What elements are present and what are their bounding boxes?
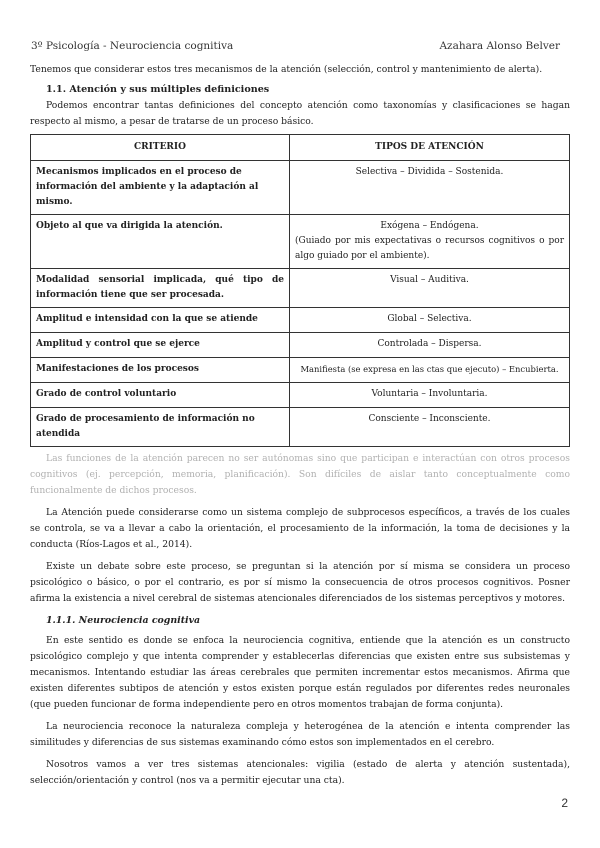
paragraph-attention-system: La Atención puede considerarse como un sistema complejo de subprocesos específicos, a través de los cuales se controla, se va a llevar a cabo la orientación, el procesamiento de la información, la toma de decisiones y la conducta (Ríos-Lagos et al., 2014).	[30, 507, 570, 550]
header-course: 3º Psicología - Neurociencia cognitiva	[31, 40, 234, 52]
faded-paragraph: Las funciones de la atención parecen no ser autónomas sino que participan e interactúan con otros procesos cognitivos (ej. percepción, memoria, planificación). Son difíciles de aislar tanto conceptualmente como funcionalmente de dichos procesos.	[30, 453, 570, 496]
table-row	[31, 161, 570, 215]
tipo-cell: Visual – Auditiva.	[290, 269, 570, 308]
column-header-criterio: CRITERIO	[31, 135, 290, 161]
paragraph-heterogeneous: La neurociencia reconoce la naturaleza compleja y heterogénea de la atención e intenta comprender las similitudes y diferencias de sus sistemas examinando cómo estos son implementados en el cerebro.	[30, 721, 570, 748]
criterio-cell: Objeto al que va dirigida la atención.	[31, 215, 290, 269]
subsection-title: 1.1.1. Neurociencia cognitiva	[46, 615, 201, 626]
criterio-cell: Manifestaciones de los procesos	[31, 358, 290, 383]
paragraph-neuroscience: En este sentido es donde se enfoca la neurociencia cognitiva, entiende que la atención es un constructo psicológico complejo y que intenta comprender y establecerlas diferencias que existen entre sus subsistemas y mecanismos. Intentando estudiar las áreas cerebrales que permiten incrementar estos mecanismos. Afirma que existen diferentes subtipos de atención y estos existen porque están regulados por diferentes redes neuronales (que pueden funcionar de forma independiente pero en otros momentos trabajan de forma conjunta).	[30, 635, 570, 710]
attention-types-table	[30, 134, 570, 447]
intro-paragraph: Tenemos que considerar estos tres mecanismos de la atención (selección, control y mantenimiento de alerta).	[30, 64, 543, 75]
tipo-cell: Consciente – Inconsciente.	[290, 408, 570, 447]
table-row	[31, 383, 570, 408]
table-row	[31, 269, 570, 308]
criterio-cell: Amplitud e intensidad con la que se atiende	[31, 308, 290, 333]
paragraph-three-systems: Nosotros vamos a ver tres sistemas atencionales: vigilia (estado de alerta y atención sustentada), selección/orientación y control (nos va a permitir ejecutar una cta).	[30, 759, 570, 786]
table-row	[31, 308, 570, 333]
criterio-cell: Mecanismos implicados en el proceso de información del ambiente y la adaptación al mismo.	[31, 161, 290, 215]
paragraph-debate: Existe un debate sobre este proceso, se preguntan si la atención por sí misma se considera un proceso psicológico o básico, o por el contrario, es por sí mismo la consecuencia de otros procesos cognitivos. Posner afirma la existencia a nivel cerebral de sistemas atencionales diferenciados de los sistemas perceptivos y motores.	[30, 561, 570, 604]
tipo-cell: Controlada – Dispersa.	[290, 333, 570, 358]
tipo-cell	[290, 215, 570, 269]
criterio-cell: Grado de control voluntario	[31, 383, 290, 408]
section-paragraph: Podemos encontrar tantas definiciones del concepto atención como taxonomías y clasificaciones se hagan respecto al mismo, a pesar de tratarse de un proceso básico.	[30, 100, 570, 127]
section-title: 1.1. Atención y sus múltiples definiciones	[46, 84, 270, 95]
table-row	[31, 358, 570, 383]
criterio-cell: Modalidad sensorial implicada, qué tipo de información tiene que ser procesada.	[31, 269, 290, 308]
criterio-cell: Amplitud y control que se ejerce	[31, 333, 290, 358]
table-row	[31, 333, 570, 358]
table-row	[31, 215, 570, 269]
tipo-cell: Manifiesta (se expresa en las ctas que ejecuto) – Encubierta.	[290, 358, 570, 383]
table-row	[31, 408, 570, 447]
column-header-tipos: TIPOS DE ATENCIÓN	[290, 135, 570, 161]
tipo-cell: Global – Selectiva.	[290, 308, 570, 333]
tipo-cell: Voluntaria – Involuntaria.	[290, 383, 570, 408]
criterio-cell: Grado de procesamiento de información no atendida	[31, 408, 290, 447]
tipo-cell-note: (Guiado por mis expectativas o recursos cognitivos o por algo guiado por el ambiente).	[295, 236, 564, 261]
table-header-row	[31, 135, 570, 161]
tipo-cell: Selectiva – Dividida – Sostenida.	[290, 161, 570, 215]
page-number: 2	[561, 796, 568, 810]
document-body	[30, 62, 570, 789]
tipo-cell-main: Exógena – Endógena.	[380, 221, 479, 231]
header-author: Azahara Alonso Belver	[439, 40, 560, 52]
